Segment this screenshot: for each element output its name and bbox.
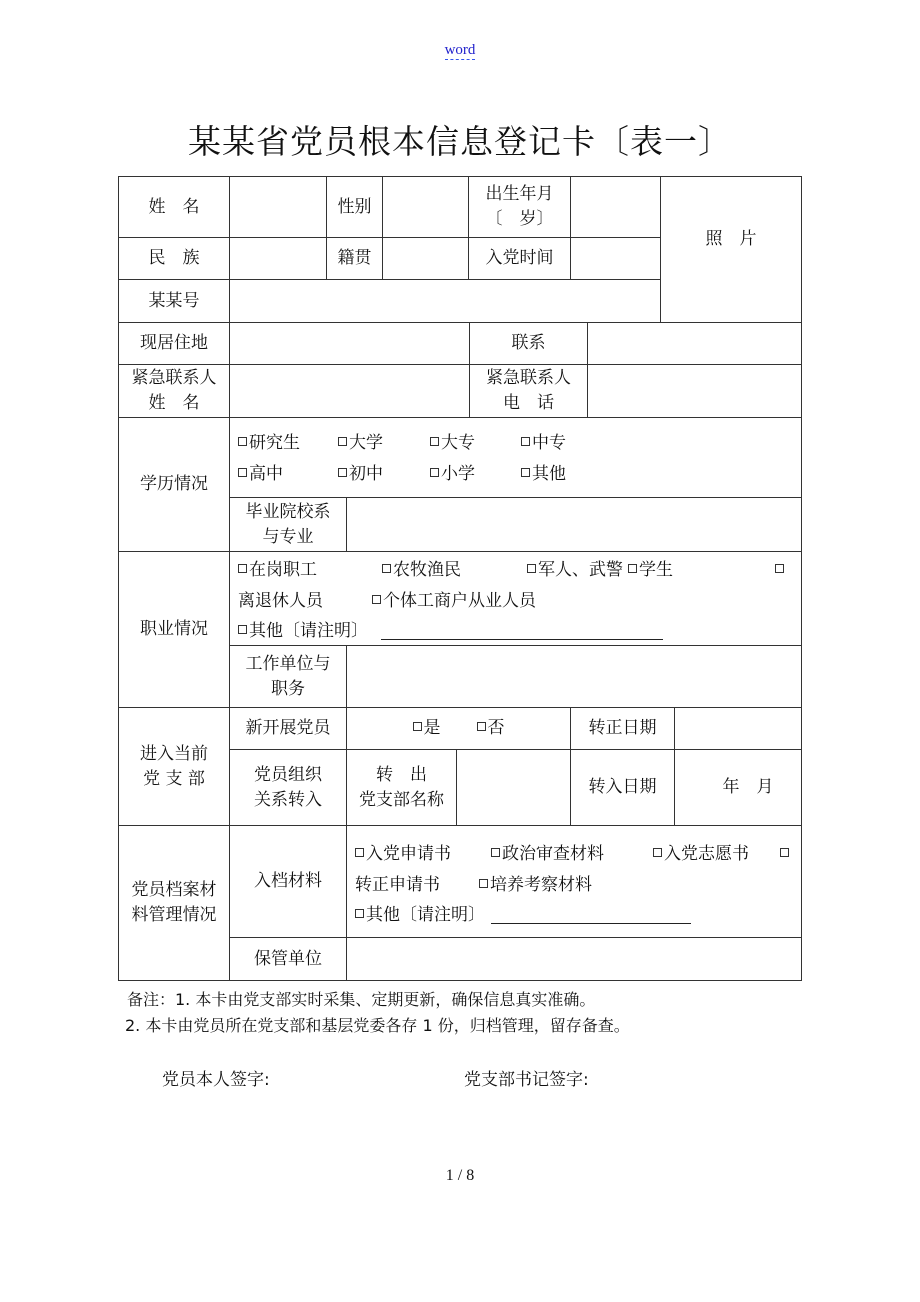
contact-label: 联系 [469,322,588,365]
registration-form-table [118,176,802,981]
occupation-option-other[interactable]: 其他〔请注明〕 [238,616,368,647]
checkbox-icon [430,437,439,446]
join-date-label: 入党时间 [468,237,571,280]
photo-box[interactable] [660,176,802,323]
material-confirm-application[interactable]: 转正申请书 [355,875,440,895]
archive-label: 党员档案材 料管理情况 [118,825,230,981]
id-number-label: 某某号 [118,279,230,323]
material-other-input[interactable] [491,905,691,924]
gender-label: 性别 [326,176,383,238]
material-application[interactable]: 入党申请书 [355,839,451,870]
name-label: 姓 名 [118,176,230,238]
occupation-options [238,555,798,647]
page-title: 某某省党员根本信息登记卡〔表一〕 [188,122,732,161]
out-branch-field[interactable] [456,749,571,826]
checkbox-icon [430,468,439,477]
checkbox-icon [338,437,347,446]
school-major-label: 毕业院校系 与专业 [229,497,347,552]
material-volunteer-form[interactable]: 入党志愿书 [653,839,749,870]
emergency-name-field[interactable] [229,364,470,418]
education-option-other[interactable]: 其他 [521,459,566,490]
education-options [238,428,798,490]
id-number-field[interactable] [229,279,661,323]
new-member-label: 新开展党员 [229,707,347,750]
page-indicator: 1 / 8 [445,1167,475,1184]
native-field[interactable] [382,237,469,280]
custody-unit-field[interactable] [346,937,802,981]
native-label: 籍贯 [326,237,383,280]
education-label: 学历情况 [118,417,230,552]
checkbox-icon [775,564,784,573]
name-field[interactable] [229,176,327,238]
branch-label: 进入当前 党 支 部 [118,707,230,826]
checkbox-icon [382,564,391,573]
education-option-technical[interactable]: 中专 [521,428,566,459]
checkbox-icon [521,468,530,477]
occupation-option-self-employed[interactable]: 个体工商户从业人员 [372,586,536,617]
note-line-1: 备注：1. 本卡由党支部实时采集、定期更新，确保信息真实准确。 [127,990,596,1009]
notes-section [127,987,630,1039]
occupation-option-retired[interactable]: 离退休人员 [238,591,323,611]
checkbox-icon [653,848,662,857]
header-link-text[interactable]: word [444,42,476,58]
checkbox-icon [477,722,486,731]
occupation-option-employee[interactable]: 在岗职工 [238,555,317,586]
photo-label: 照 片 [705,229,757,249]
birth-label: 出生年月 〔 岁〕 [468,176,571,238]
ethnicity-field[interactable] [229,237,327,280]
transfer-date-field[interactable]: 年 月 [674,749,802,826]
school-major-field[interactable] [346,497,802,552]
join-date-field[interactable] [570,237,661,280]
ethnicity-label: 民 族 [118,237,230,280]
checkbox-icon [355,909,364,918]
confirm-date-label: 转正日期 [570,707,675,750]
contact-field[interactable] [587,322,802,365]
custody-unit-label: 保管单位 [229,937,347,981]
address-label: 现居住地 [118,322,230,365]
out-branch-label: 转 出 党支部名称 [346,749,457,826]
checkbox-icon [780,848,789,857]
new-member-options [346,707,571,750]
education-option-primary[interactable]: 小学 [430,459,475,490]
checkbox-icon [238,625,247,634]
material-confirm-application-checkbox[interactable] [780,839,791,870]
note-line-2: 2. 本卡由党员所在党支部和基层党委各存 1 份，归档管理，留存备查。 [125,1016,630,1035]
member-signature-label: 党员本人签字: [162,1070,270,1090]
checkbox-icon [479,879,488,888]
checkbox-icon [355,848,364,857]
education-option-university[interactable]: 大学 [338,428,383,459]
header-word-link[interactable] [0,42,920,59]
checkbox-icon [527,564,536,573]
emergency-name-label: 紧急联系人 姓 名 [118,364,230,418]
materials-options-cell [346,825,802,938]
transfer-label: 党员组织 关系转入 [229,749,347,826]
education-option-highschool[interactable]: 高中 [238,459,283,490]
confirm-date-field[interactable] [674,707,802,750]
new-member-yes[interactable]: 是 [413,716,441,741]
education-option-graduate[interactable]: 研究生 [238,428,300,459]
birth-field[interactable] [570,176,661,238]
materials-options [355,839,799,933]
education-options-cell [229,417,802,498]
occupation-option-student[interactable]: 学生 [628,555,673,586]
materials-label: 入档材料 [229,825,347,938]
checkbox-icon [238,564,247,573]
occupation-label: 职业情况 [118,551,230,708]
education-option-college[interactable]: 大专 [430,428,475,459]
emergency-phone-label: 紧急联系人 电 话 [469,364,588,418]
checkbox-icon [521,437,530,446]
employer-position-field[interactable] [346,645,802,708]
material-political-review[interactable]: 政治审查材料 [491,839,604,870]
new-member-no[interactable]: 否 [477,716,505,741]
occupation-other-input[interactable] [381,621,663,640]
checkbox-icon [491,848,500,857]
employer-position-label: 工作单位与 职务 [229,645,347,708]
gender-field[interactable] [382,176,469,238]
address-field[interactable] [229,322,470,365]
material-other[interactable]: 其他〔请注明〕 [355,900,485,931]
checkbox-icon [238,437,247,446]
occupation-option-farmer[interactable]: 农牧渔民 [382,555,461,586]
checkbox-icon [628,564,637,573]
occupation-option-retired-checkbox[interactable] [775,555,786,586]
occupation-option-military[interactable]: 军人、武警 [527,555,623,586]
checkbox-icon [413,722,422,731]
checkbox-icon [338,468,347,477]
education-option-middleschool[interactable]: 初中 [338,459,383,490]
checkbox-icon [372,595,381,604]
transfer-date-label: 转入日期 [570,749,675,826]
occupation-options-cell [229,551,802,646]
checkbox-icon [238,468,247,477]
secretary-signature-label: 党支部书记签字: [464,1070,589,1090]
emergency-phone-field[interactable] [587,364,802,418]
material-training-review[interactable]: 培养考察材料 [479,870,592,901]
